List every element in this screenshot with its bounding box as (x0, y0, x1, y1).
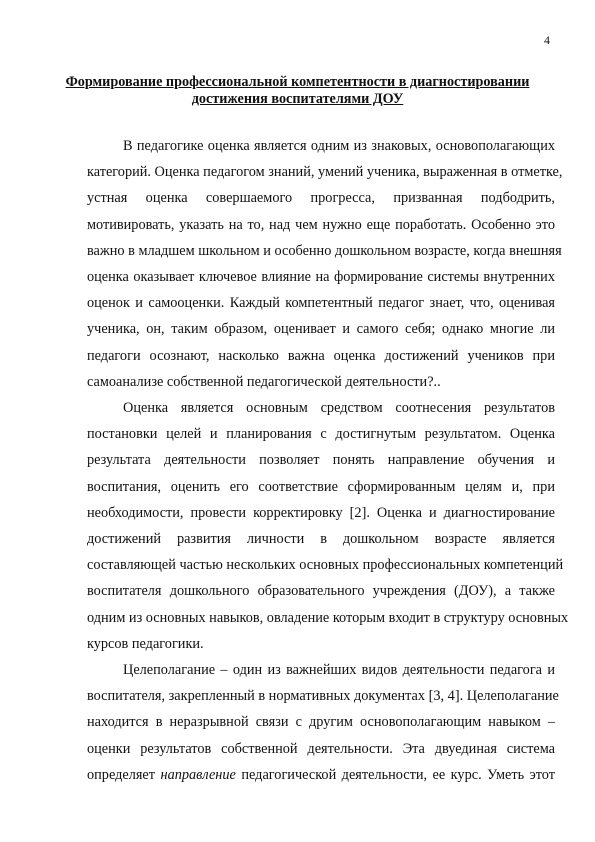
text-line: Оценка является основным средством соотнесения результатов (123, 400, 555, 417)
title-line: Формирование профессиональной компетентности в диагностировании (65, 74, 530, 90)
text-line: категорий. Оценка педагогом знаний, умений ученика, выраженная в отметке, (87, 164, 563, 181)
text-line: воспитателя, закрепленный в нормативных документах [3, 4]. Целеполагание (87, 688, 559, 705)
text-line: важно в младшем школьном и особенно дошкольном возрасте, когда внешняя (87, 242, 562, 259)
title-line: достижения воспитателями ДОУ (191, 91, 404, 107)
text-line: оценка оказывает ключевое влияние на формирование системы внутренних (87, 269, 555, 286)
text-line: составляющей частью нескольких основных профессиональных компетенций (87, 557, 564, 574)
text-line: оценки результатов собственной деятельности. Эта двуединая система (87, 740, 555, 757)
paragraph (87, 133, 563, 395)
text-line: курсов педагогики. (87, 635, 204, 652)
text-line: самоанализе собственной педагогической деятельности?.. (87, 373, 441, 390)
text-line: мотивировать, указать на то, над чем нужно еще поработать. Особенно это (87, 216, 555, 233)
text-line: Целеполагание – один из важнейших видов деятельности педагога и (123, 662, 555, 679)
text-line: В педагогике оценка является одним из знаковых, основополагающих (123, 138, 555, 154)
text-line: необходимости, провести корректировку [2]. Оценка и диагностирование (87, 504, 555, 521)
paragraph (87, 395, 569, 657)
document-title (60, 74, 535, 108)
text-fragment: определяет (87, 766, 161, 783)
page-number: 4 (544, 33, 550, 47)
emphasized-word: направление (160, 766, 236, 783)
text-line: постановки целей и планирования с достигнутым результатом. Оценка (87, 426, 555, 443)
text-line: результата деятельности позволяет понять направление обучения и (87, 452, 555, 469)
paragraph (87, 657, 559, 788)
text-line: оценок и самооценки. Каждый компетентный педагог знает, что, оценивая (87, 295, 555, 312)
text-line: воспитания, оценить его соответствие сформированным целям и, при (87, 478, 555, 495)
text-line: воспитателя дошкольного образовательного учреждения (ДОУ), а также (87, 583, 555, 600)
text-fragment: педагогической деятельности, ее курс. Уметь этот (235, 766, 555, 783)
text-line: устная оценка совершаемого прогресса, призванная подбодрить, (87, 190, 555, 207)
text-line (87, 762, 555, 788)
body-text (87, 133, 569, 788)
text-line: достижений развития личности в дошкольном возрасте является (87, 531, 555, 548)
text-line: находится в неразрывной связи с другим основополагающим навыком – (87, 714, 555, 731)
text-line: ученика, он, таким образом, оценивает и самого себя; однако многие ли (87, 321, 555, 338)
text-line: одним из основных навыков, овладение которым входит в структуру основных (87, 609, 569, 626)
text-line: педагоги осознают, насколько важна оценка достижений учеников при (87, 347, 555, 364)
